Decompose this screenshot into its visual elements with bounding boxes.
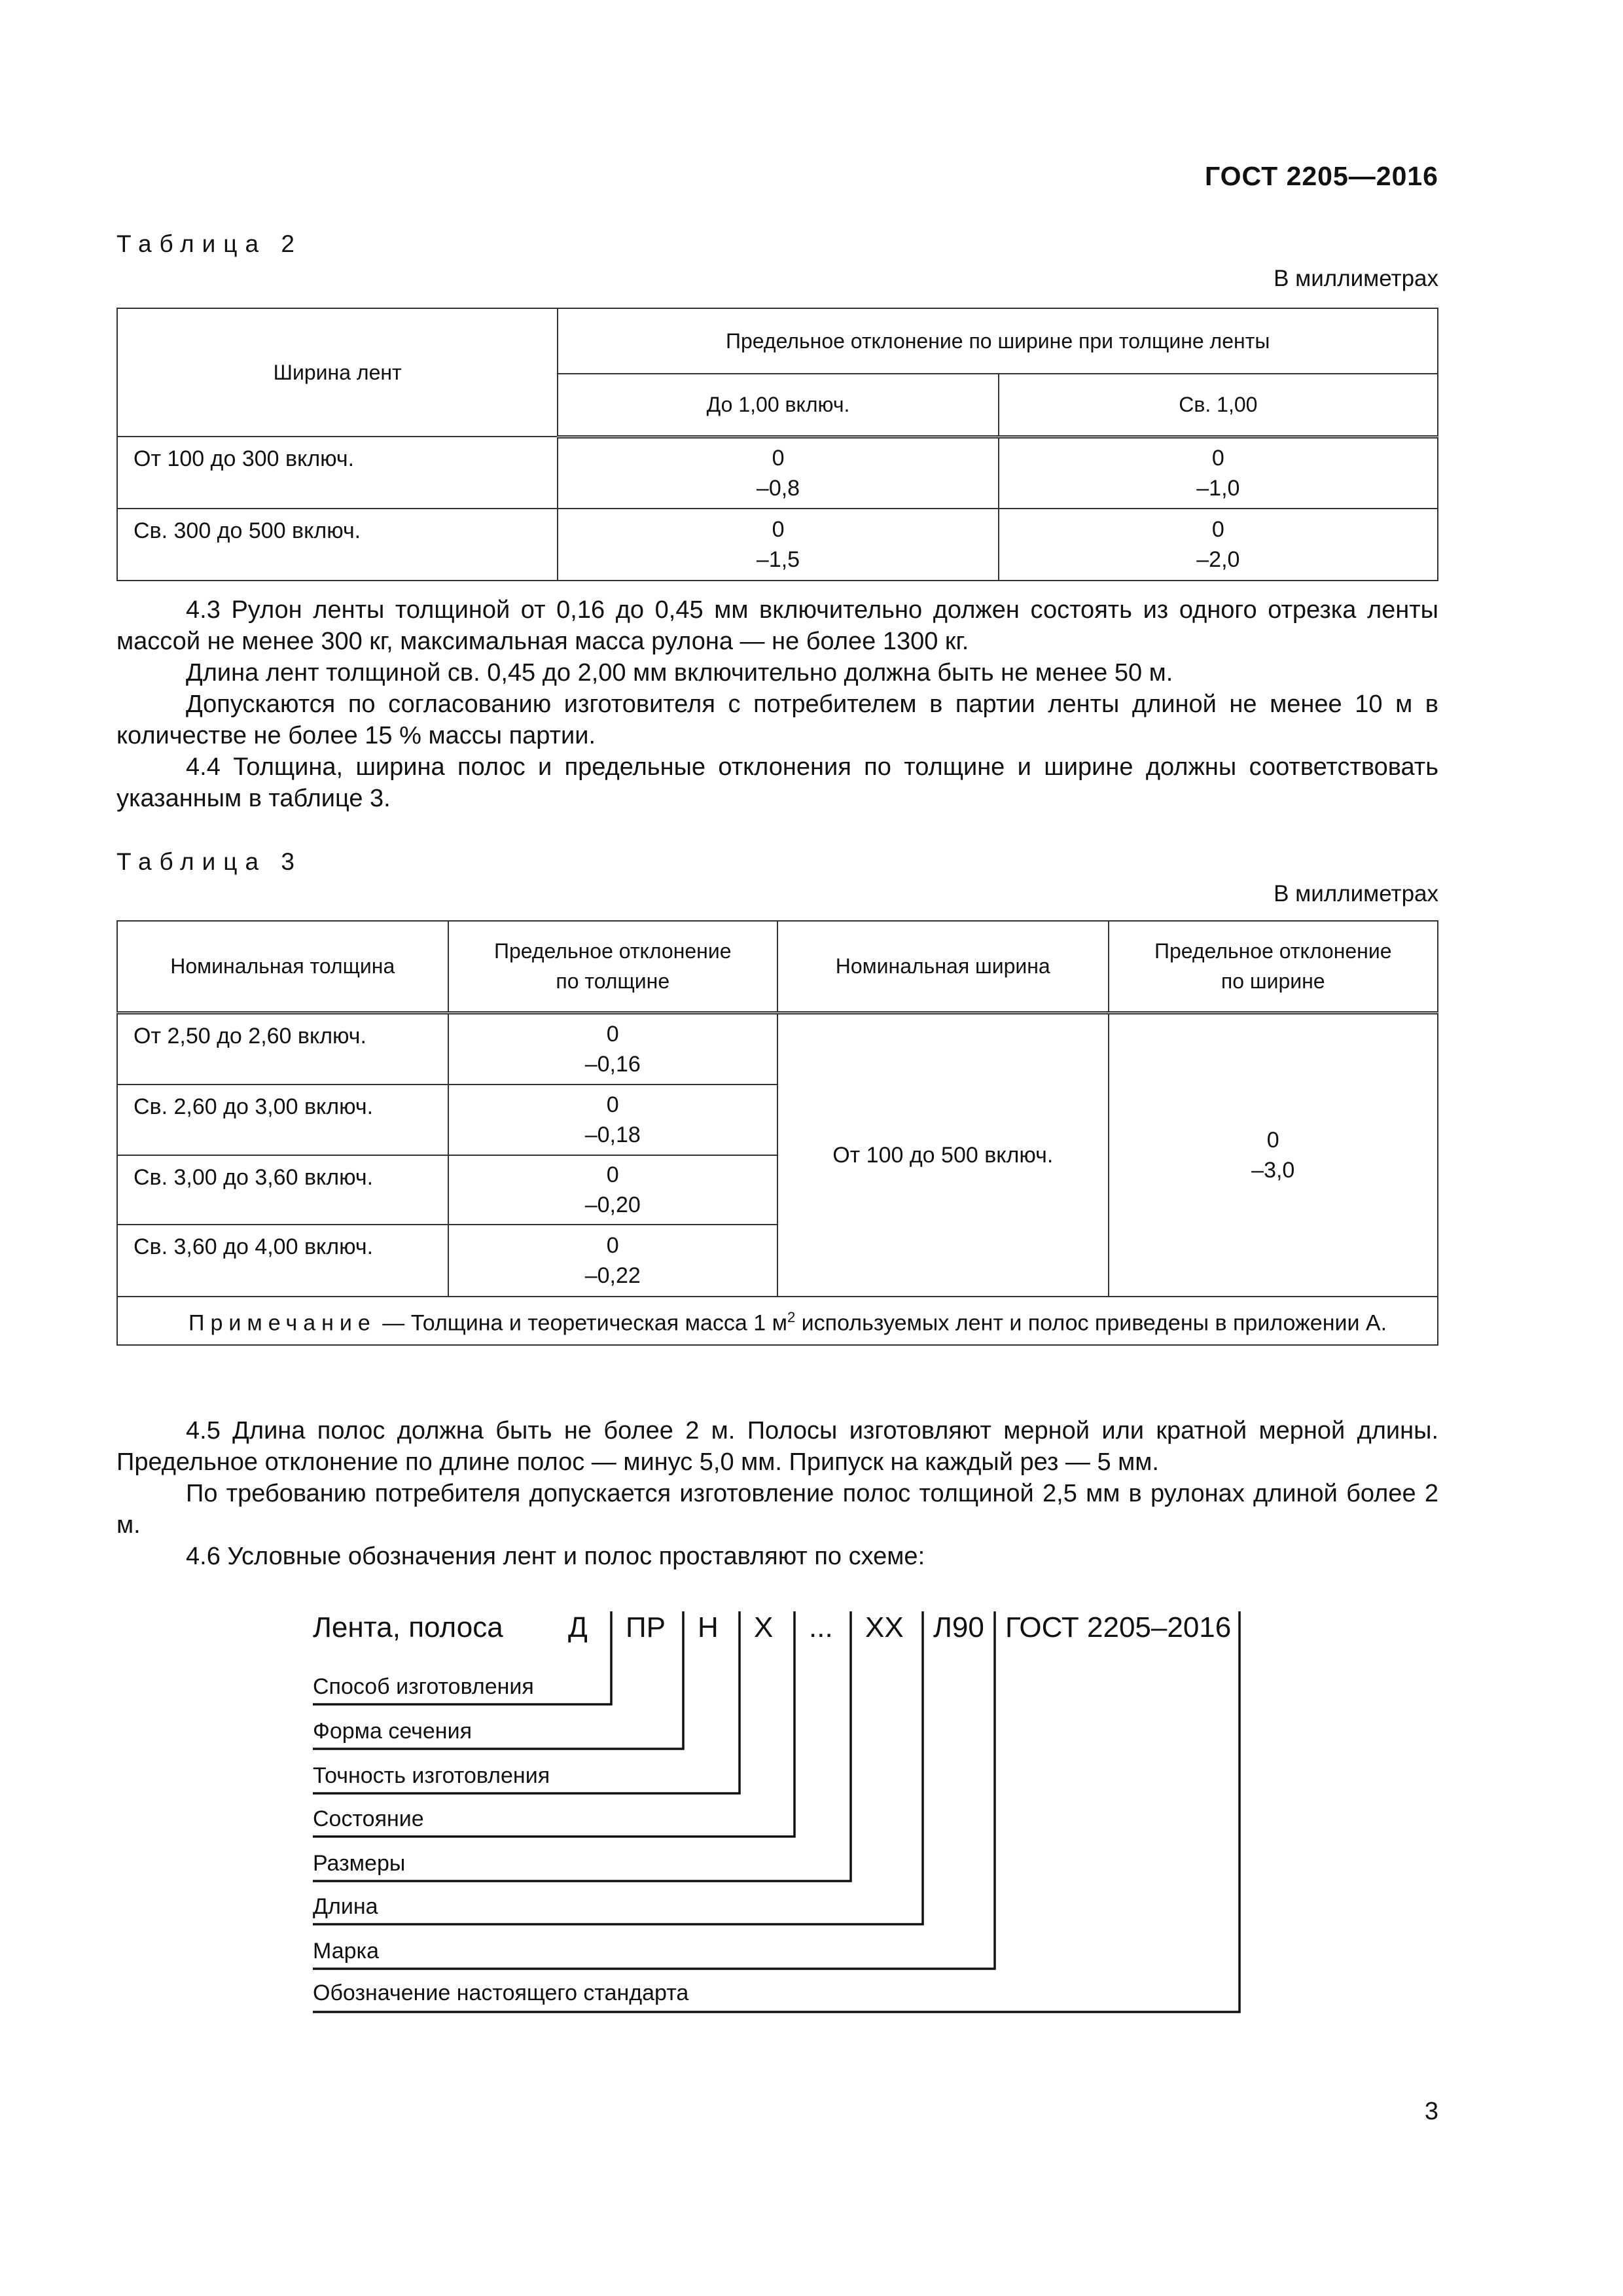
scheme-code: Х [754, 1611, 774, 1643]
table2-cell-width: От 100 до 300 включ. [117, 437, 558, 509]
scheme-label: Способ изготовления [313, 1674, 534, 1699]
dev-upper: 0 [606, 1021, 619, 1047]
scheme-code: ГОСТ 2205–2016 [1005, 1611, 1232, 1643]
table3-cell-thickness: Св. 3,00 до 3,60 включ. [117, 1155, 448, 1225]
table3-cell-thickness: Св. 2,60 до 3,00 включ. [117, 1085, 448, 1155]
scheme-label: Точность изготовления [313, 1763, 550, 1788]
table2-cell-dev-a [558, 437, 998, 509]
header-line: Предельное отклонение [1154, 939, 1392, 963]
scheme-label: Состояние [313, 1806, 424, 1831]
table3-header-width: Номинальная ширина [777, 921, 1109, 1013]
dev-lower: –1,5 [756, 547, 800, 572]
scheme-code: Н [698, 1611, 719, 1643]
table2-cell-dev-b [999, 509, 1438, 581]
paragraph-request: По требованию потребителя допускается изготовление полос толщиной 2,5 мм в рулонах длиной более 2 м. [116, 1480, 1438, 1539]
dev-lower: –0,22 [584, 1263, 641, 1288]
paragraph-4-3: 4.3 Рулон ленты толщиной от 0,16 до 0,45 мм включительно должен состоять из одного отрезка ленты массой не менее 300 кг, максимальная масса рулона — не более 1300 кг. [116, 596, 1438, 655]
table3 [116, 920, 1438, 1346]
table3-cell-dev [448, 1013, 777, 1085]
note-label: Примечание [188, 1310, 376, 1336]
table2-header-sub1: До 1,00 включ. [558, 374, 998, 437]
section-4-3-4-4 [116, 594, 1438, 814]
table2-cell-width: Св. 300 до 500 включ. [117, 509, 558, 581]
table-row [117, 509, 1438, 581]
section-4-5-4-6 [116, 1415, 1438, 1572]
note-sup: 2 [787, 1309, 796, 1325]
scheme-label: Обозначение настоящего стандарта [313, 1981, 689, 2005]
scheme-connector [313, 1611, 1240, 2012]
table2-header-sub2: Св. 1,00 [999, 374, 1438, 437]
doc-code: ГОСТ 2205—2016 [1204, 161, 1438, 191]
scheme-code: ПР [626, 1611, 666, 1643]
dev-upper: 0 [606, 1092, 619, 1117]
scheme-label: Длина [313, 1894, 378, 1919]
table3-cell-dev [448, 1085, 777, 1155]
scheme-label: Форма сечения [313, 1719, 472, 1744]
table2 [116, 308, 1438, 581]
table3-cell-thickness: Св. 3,60 до 4,00 включ. [117, 1225, 448, 1297]
scheme-connector [313, 1611, 851, 1881]
table3-cell-width: От 100 до 500 включ. [777, 1013, 1109, 1297]
table2-header-group: Предельное отклонение по ширине при толщине ленты [558, 308, 1438, 374]
table3-note-row [117, 1297, 1438, 1345]
scheme-label: Размеры [313, 1851, 406, 1876]
dev-lower: –1,0 [1196, 475, 1240, 501]
table3-cell-thickness: От 2,50 до 2,60 включ. [117, 1013, 448, 1085]
scheme-code: ... [809, 1611, 833, 1643]
table3-units: В миллиметрах [1274, 881, 1438, 906]
note-text-b: используемых лент и полос приведены в приложении А. [795, 1310, 1387, 1336]
table3-cell-dev [448, 1155, 777, 1225]
note-text-a: — Толщина и теоретическая масса 1 м [376, 1310, 787, 1336]
table2-caption: Таблица 2 [116, 230, 302, 257]
table3-cell-width-dev [1109, 1013, 1438, 1297]
paragraph-4-6: 4.6 Условные обозначения лент и полос проставляют по схеме: [186, 1543, 925, 1570]
dev-upper: 0 [606, 1233, 619, 1258]
dev-lower: –0,8 [756, 475, 800, 501]
dev-lower: –2,0 [1196, 547, 1240, 572]
header-line: по толщине [556, 969, 670, 994]
scheme-title: Лента, полоса [313, 1611, 503, 1643]
page-number: 3 [1424, 2098, 1438, 2125]
table2-cell-dev-a [558, 509, 998, 581]
paragraph-allowance: Допускаются по согласованию изготовителя с потребителем в партии ленты длиной не менее 10 м в количестве не более 15 % массы партии. [116, 691, 1438, 749]
dev-upper: 0 [772, 517, 785, 542]
table3-header-thickness: Номинальная толщина [117, 921, 448, 1013]
table3-caption: Таблица 3 [116, 848, 302, 875]
dev-upper: 0 [1266, 1127, 1279, 1153]
dev-lower: –0,20 [584, 1193, 641, 1217]
scheme-connector [313, 1611, 995, 1969]
dev-upper: 0 [772, 445, 785, 471]
dev-upper: 0 [1211, 517, 1224, 542]
paragraph-4-4: 4.4 Толщина, ширина полос и предельные отклонения по толщине и ширине должны соответствовать указанным в таблице 3. [116, 753, 1438, 812]
dev-lower: –0,16 [584, 1051, 641, 1077]
dev-lower: –3,0 [1251, 1157, 1295, 1183]
dev-upper: 0 [606, 1162, 619, 1187]
header-line: по ширине [1221, 969, 1325, 994]
table3-note [117, 1297, 1438, 1345]
table3-header-thickness-dev [448, 921, 777, 1013]
table3-cell-dev [448, 1225, 777, 1297]
scheme-label: Марка [313, 1939, 380, 1964]
table2-cell-dev-b [999, 437, 1438, 509]
table2-units: В миллиметрах [1274, 266, 1438, 291]
scheme-code: Л90 [933, 1611, 984, 1643]
table-row [117, 437, 1438, 509]
scheme-code: Д [568, 1611, 588, 1643]
paragraph-4-5: 4.5 Длина полос должна быть не более 2 м. Полосы изготовляют мерной или кратной мерной длины. Предельное отклонение по длине полос — минус 5,0 мм. Припуск на каждый рез — 5 мм. [116, 1417, 1438, 1476]
dev-upper: 0 [1211, 445, 1224, 471]
scheme-code: ХХ [865, 1611, 904, 1643]
table-row [117, 1013, 1438, 1085]
table2-header-width: Ширина лент [117, 308, 558, 437]
header-line: Предельное отклонение [493, 939, 732, 963]
dev-lower: –0,18 [584, 1122, 641, 1147]
table3-header-width-dev [1109, 921, 1438, 1013]
paragraph-length: Длина лент толщиной св. 0,45 до 2,00 мм включительно должна быть не менее 50 м. [186, 659, 1173, 687]
